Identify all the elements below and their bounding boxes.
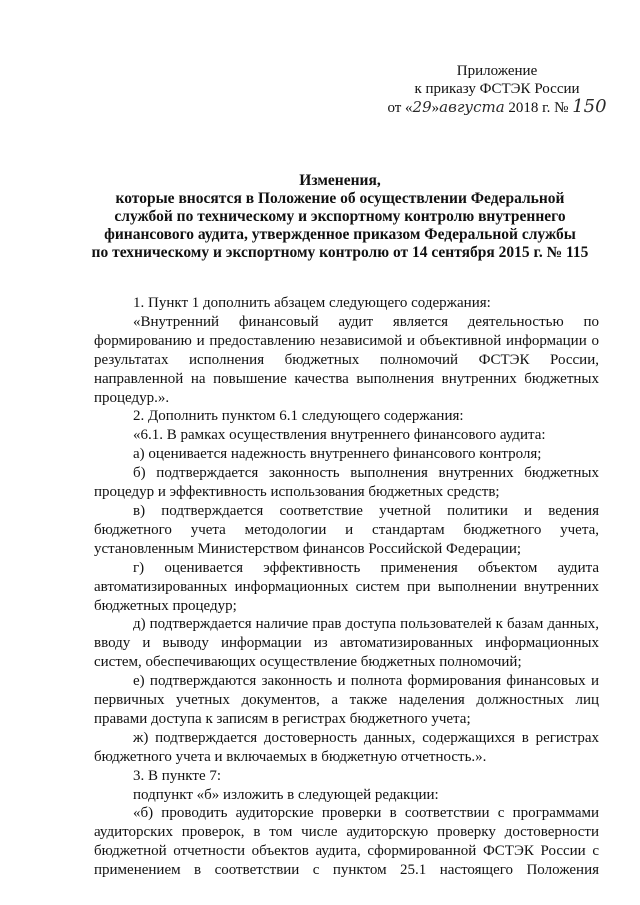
paragraph-2: «Внутренний финансовый аудит является деятельностью по формированию и предоставлению независимой и объективной информации о результатах исполнения бюджетных полномочий ФСТЭК России, направленной на повышение качества выполнения внутренних бюджетных процедур.». [94,313,599,406]
paragraph-10: е) подтверждаются законность и полнота формирования финансовых и первичных учетных документов, а также наделения должностных лиц правами доступа к записям в регистрах бюджетного учета; [94,673,599,727]
appendix-order-date: от «29»августа 2018 г. № 150 [387,96,607,117]
paragraph-14: «б) проводить аудиторские проверки в соответствии с программами аудиторских проверок, в том числе аудиторскую проверку достоверности бюджетной отчетности объектов аудита, сформированной ФСТЭК России с применением в соответствии с пунктом 25.1 настоящего Положения [94,805,599,879]
appendix-label: Приложение [456,63,538,79]
title-line-2: которые вносятся в Положение об осуществлении Федеральной [115,190,565,207]
title-line-4: финансового аудита, утвержденное приказом Федеральной службы [104,226,576,243]
paragraph-1: 1. Пункт 1 дополнить абзацем следующего содержания: [133,295,491,311]
handwritten-month: августа [439,98,505,116]
paragraph-9: д) подтверждается наличие прав доступа пользователей к базам данных, вводу и выводу информации из автоматизированных информационных систем, обеспечивающих осуществление бюджетных полномочий; [94,616,599,671]
handwritten-day: 29 [412,98,432,116]
title-line-1: Изменения, [299,172,381,189]
title-line-5: по техническому и экспортному контролю от 14 сентября 2015 г. № 115 [91,244,589,261]
paragraph-4: «6.1. В рамках осуществления внутреннего финансового аудита: [133,427,546,444]
appendix-order-reference: к приказу ФСТЭК России [414,81,580,97]
title-line-3: службой по техническому и экспортному контролю внутреннего [114,208,566,225]
paragraph-3: 2. Дополнить пунктом 6.1 следующего содержания: [133,408,464,425]
paragraph-13: подпункт «б» изложить в следующей редакции: [133,786,439,803]
paragraph-6: б) подтверждается законность выполнения внутренних бюджетных процедур и эффективность использования бюджетных средств; [94,465,599,501]
paragraph-5: а) оценивается надежность внутреннего финансового контроля; [133,446,542,463]
handwritten-order-number: 150 [572,96,607,117]
document-body [94,294,599,880]
appendix-header [372,62,622,117]
paragraph-11: ж) подтверждается достоверность данных, содержащихся в регистрах бюджетного учета и включаемых в бюджетную отчетность.». [94,729,599,765]
paragraph-7: в) подтверждается соответствие учетной политики и ведения бюджетного учета методологии и стандартам бюджетного учета, установленным Министерством финансов Российской Федерации; [94,502,599,557]
paragraph-12: 3. В пункте 7: [133,767,222,784]
paragraph-8: г) оценивается эффективность применения объектом аудита автоматизированных информационных систем при выполнении внутренних бюджетных процедур; [94,559,599,614]
document-title [90,172,590,262]
